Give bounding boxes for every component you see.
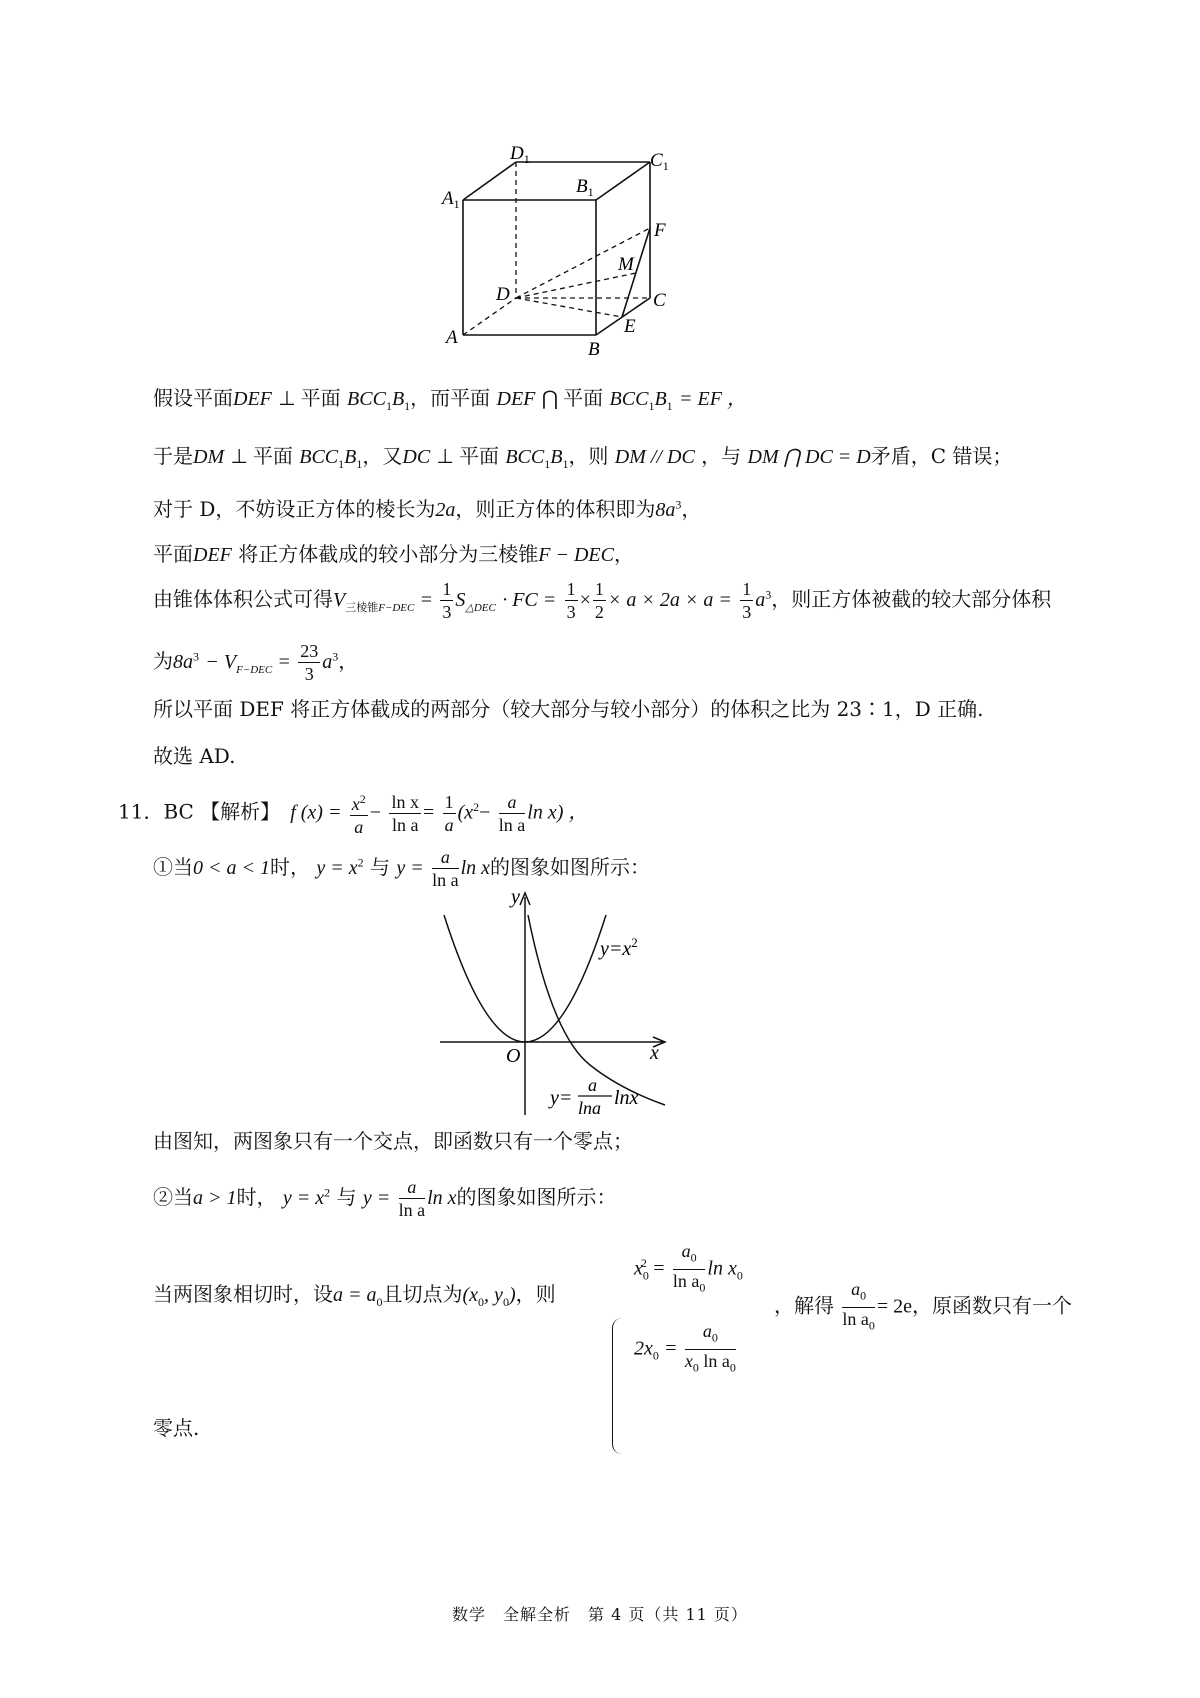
label-m: M xyxy=(618,254,634,275)
svg-text:a: a xyxy=(588,1075,597,1095)
page-footer: 数学 全解全析 第 4 页（共 11 页） xyxy=(452,1605,748,1624)
line-case-1: ①当0 < a < 1时， $y = x^2$ 与 y = $\frac{a}{\text{ln a}}$ ln x的图象如图所示： xyxy=(153,847,650,890)
system-eq-2: $2x_0$ = $\frac{a_0}{x_0 \ln a_0}$ xyxy=(634,1321,736,1375)
svg-text:y=: y= xyxy=(550,1087,573,1109)
label-c1: $C_1$ xyxy=(650,150,669,173)
graph-figure xyxy=(440,885,680,1120)
line-zero-point: 零点. xyxy=(153,1416,200,1440)
origin-label: O xyxy=(506,1045,521,1067)
system-eq-1: $x_0^2$ = $\frac{a_0}{\ln a_0}$ $\ln x_0$ xyxy=(634,1241,743,1295)
label-f: F xyxy=(654,220,666,241)
x-axis-label: x xyxy=(650,1042,659,1064)
line-edge-length: 对于 D，不妨设正方体的棱长为2a，则正方体的体积即为$8a^3$， xyxy=(153,497,702,521)
curve-log-label xyxy=(548,1075,639,1118)
line-case-2: ②当a > 1时， $y = x^2$ 与 y = $\frac{a}{\text{ln a}}$ ln x的图象如图所示： xyxy=(153,1177,617,1220)
line-volume-formula: 由锥体体积公式可得$V_{三棱锥F-DEC}$ = $\frac{1}{3}$ $S_{\triangle DEC}$ · FC = $\frac{1}{3}$ × $\frac{1}{2}$ × a × 2a × a = $\frac{1}{3}$ $a^3$，则正方体被截的较大部分体积 xyxy=(153,579,1052,622)
line-solution: ，解得 $\frac{a_0}{\ln a_0}$ = 2e，原函数只有一个 xyxy=(774,1279,1073,1333)
line-answer-ad: 故选 AD. xyxy=(153,744,236,768)
label-a: A xyxy=(446,327,458,348)
line-problem-11: 11．BC 【解析】 f (x) = $\frac{x^2}{a}$ − $\frac{\text{ln x}}{\text{ln a}}$ = $\frac{1}{a}$ ($x^2-$ $\frac{a}{\text{ln a}}$ ln x) ， xyxy=(118,788,588,838)
line-larger-volume: 为$8a^3 - V_{F-DEC}$ = $\frac{23}{3}$ $a^3$， xyxy=(153,641,359,684)
label-c: C xyxy=(653,290,666,311)
cube-figure xyxy=(440,140,700,370)
line-plane-assumption: 假设平面DEF ⊥ 平面 $BCC_1B_1$，而平面 DEF ⋂ 平面 $BCC_1B_1$ = EF ， xyxy=(153,386,747,413)
label-b: B xyxy=(588,339,600,360)
label-d1: $D_1$ xyxy=(510,143,530,166)
svg-text:lnx: lnx xyxy=(614,1087,639,1109)
line-smaller-part: 平面DEF 将正方体截成的较小部分为三棱锥F − DEC， xyxy=(153,542,634,566)
line-contradiction: 于是DM ⊥ 平面 $BCC_1B_1$，又DC ⊥ 平面 $BCC_1B_1$，则 DM // DC ，与 DM ⋂ DC = D矛盾，C 错误； xyxy=(153,444,1013,471)
curve-parabola-label: $y=x^2$ xyxy=(600,935,638,960)
y-axis-label: y xyxy=(511,886,520,908)
label-b1: $B_1$ xyxy=(576,176,594,199)
label-a1: $A_1$ xyxy=(442,188,460,211)
line-tangent-case: 当两图象相切时，设$a = a_0$且切点为($x_0$, $y_0$)，则 xyxy=(153,1282,556,1309)
line-ratio-conclusion: 所以平面 DEF 将正方体截成的两部分（较大部分与较小部分）的体积之比为 23∶1，D 正确. xyxy=(153,697,984,721)
equation-system-brace xyxy=(612,1318,627,1454)
line-one-zero: 由图知，两图象只有一个交点，即函数只有一个零点； xyxy=(153,1129,633,1153)
svg-text:lna: lna xyxy=(578,1098,602,1118)
label-d: D xyxy=(496,284,510,305)
label-e: E xyxy=(624,316,636,337)
